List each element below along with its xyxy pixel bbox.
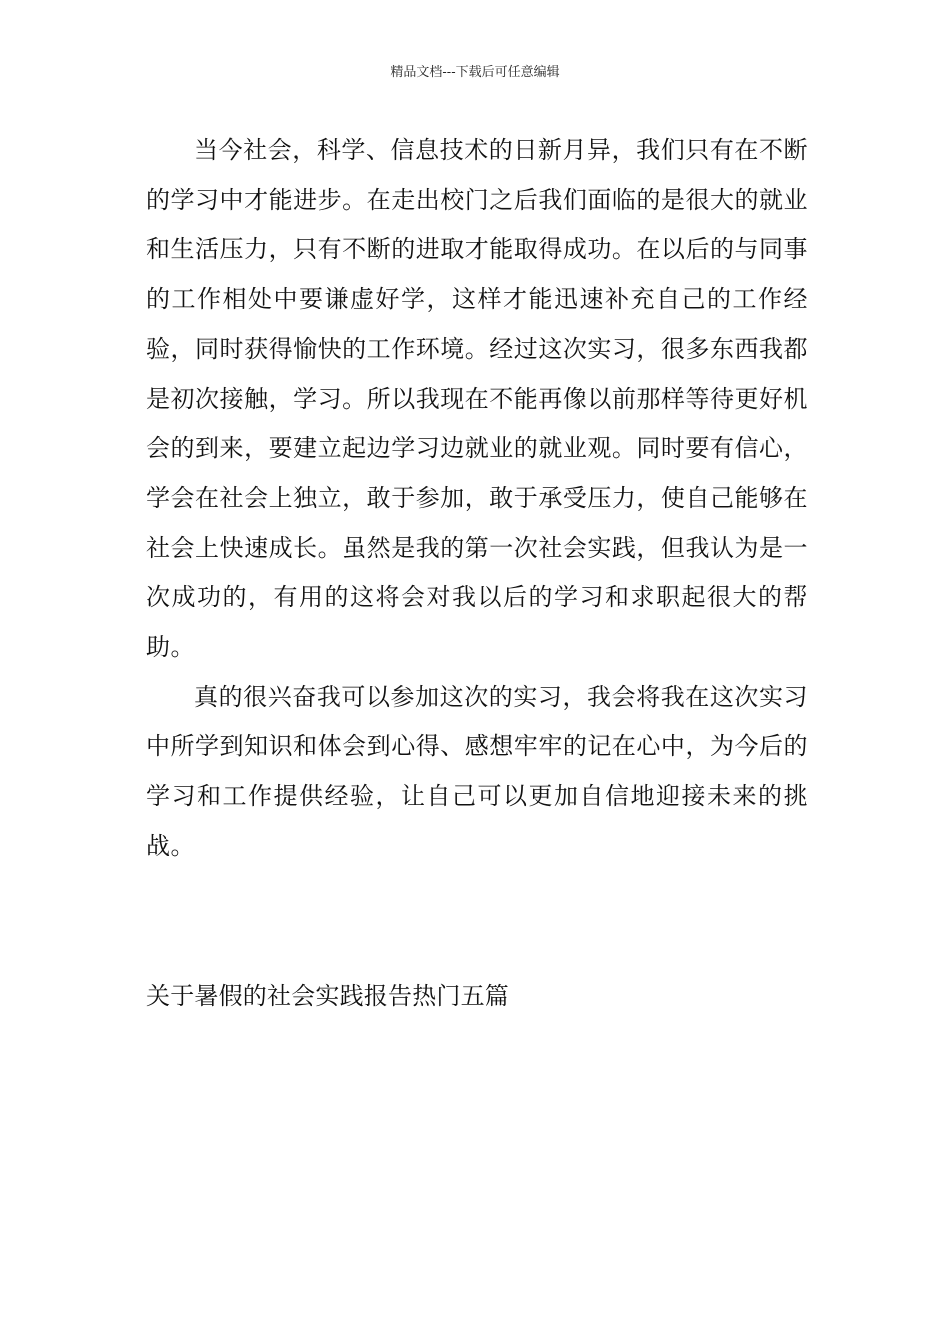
page-header: 精品文档---下载后可任意编辑 <box>390 65 560 80</box>
section-title: 关于暑假的社会实践报告热门五篇 <box>146 982 509 1010</box>
document-body <box>146 126 808 872</box>
paragraph-2: 真的很兴奋我可以参加这次的实习，我会将我在这次实习中所学到知识和体会到心得、感想牢牢的记在心中，为今后的学习和工作提供经验，让自己可以更加自信地迎接未来的挑战。 <box>146 682 808 860</box>
paragraph-1: 当今社会，科学、信息技术的日新月异，我们只有在不断的学习中才能进步。在走出校门之后我们面临的是很大的就业和生活压力，只有不断的进取才能取得成功。在以后的与同事的工作相处中要谦虚好学，这样才能迅速补充自己的工作经验，同时获得愉快的工作环境。经过这次实习，很多东西我都是初次接触，学习。所以我现在不能再像以前那样等待更好机会的到来，要建立起边学习边就业的就业观。同时要有信心，学会在社会上独立，敢于参加，敢于承受压力，使自己能够在社会上快速成长。虽然是我的第一次社会实践，但我认为是一次成功的，有用的这将会对我以后的学习和求职起很大的帮助。 <box>146 136 808 662</box>
